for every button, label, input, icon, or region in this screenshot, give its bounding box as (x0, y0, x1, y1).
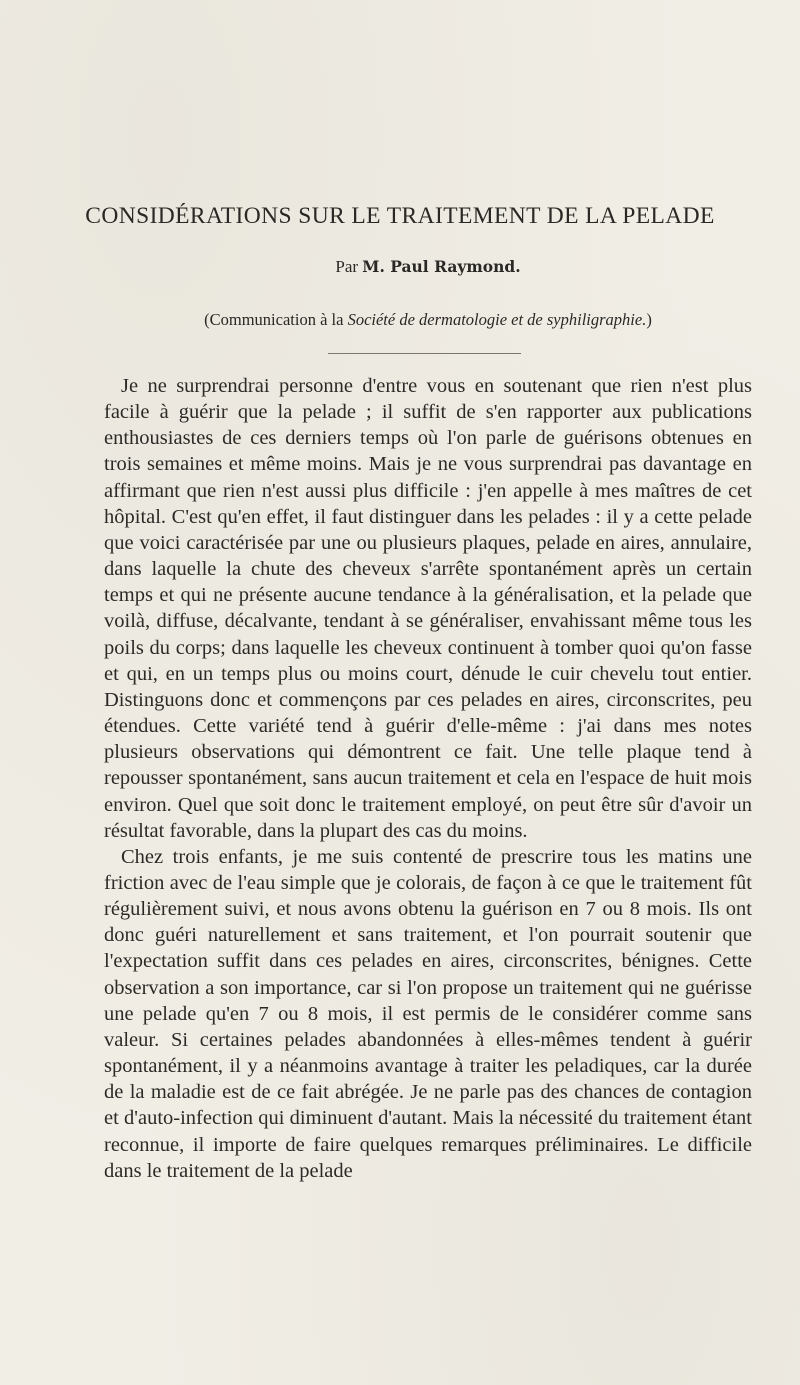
communication-prefix: (Communication à la (204, 310, 344, 329)
paragraph-1: Je ne surprendrai personne d'entre vous en soutenant que rien n'est plus facile à guérir que la pelade ; il suffit de s'en rapporter aux publications enthousiastes de ces derniers temps où l'on parle de guérisons obtenues en trois semaines et même moins. Mais je ne vous surprendrai pas davantage en affirmant que rien n'est aussi plus difficile : j'en appelle à mes maîtres de cet hôpital. C'est qu'en effet, il faut distinguer dans les pelades : il y a cette pelade que voici caractérisée par une ou plusieurs plaques, pelade en aires, annulaire, dans laquelle la chute des cheveux s'arrête spontanément après un certain temps et qui ne présente aucune tendance à la généralisation, et la pelade que voilà, diffuse, décalvante, tendant à se généraliser, envahissant même tous les poils du corps; dans laquelle les cheveux continuent à tomber quoi qu'on fasse et qui, en un temps plus ou moins court, dénude le cuir chevelu tout entier. Distinguons donc et commençons par ces pelades en aires, circonscrites, peu étendues. Cette variété tend à guérir d'elle-même : j'ai dans mes notes plusieurs observations qui démontrent ce fait. Une telle plaque tend à repousser spontanément, sans aucun traitement et cela en l'espace de huit mois environ. Quel que soit donc le traitement employé, on peut être sûr d'avoir un résultat favorable, dans la plupart des cas du moins. (104, 375, 752, 842)
separator-rule (328, 353, 521, 354)
author-name: M. Paul Raymond. (362, 257, 521, 276)
communication-note (0, 310, 800, 330)
communication-close: ) (646, 310, 652, 329)
byline (0, 257, 800, 277)
paragraph-2: Chez trois enfants, je me suis contenté de prescrire tous les matins une friction avec de l'eau simple que je colorais, de façon à ce que le traitement fût régulièrement suivi, et nous avons obtenu la guérison en 7 ou 8 mois. Ils ont donc guéri naturellement et sans traitement, et l'on pourrait soutenir que l'expectation suffit dans ces pelades en aires, circonscrites, bénignes. Cette observation a son importance, car si l'on propose un traitement qui ne guérisse une pelade qu'en 7 ou 8 mois, il est permis de le considérer comme sans valeur. Si certaines pelades abandonnées à elles-mêmes tendent à guérir spontanément, il y a néanmoins avantage à traiter les peladiques, car la durée de la maladie est de ce fait abrégée. Je ne parle pas des chances de contagion et d'auto-infection qui diminuent d'autant. Mais la nécessité du traitement étant reconnue, il importe de faire quelques remarques préliminaires. Le difficile dans le traitement de la pelade (104, 845, 752, 1182)
byline-prefix: Par (335, 257, 359, 276)
society-name: Société de dermatologie et de syphiligraphie. (347, 310, 647, 329)
article-title: CONSIDÉRATIONS SUR LE TRAITEMENT DE LA PELADE (85, 203, 715, 229)
article-body (104, 373, 752, 1184)
